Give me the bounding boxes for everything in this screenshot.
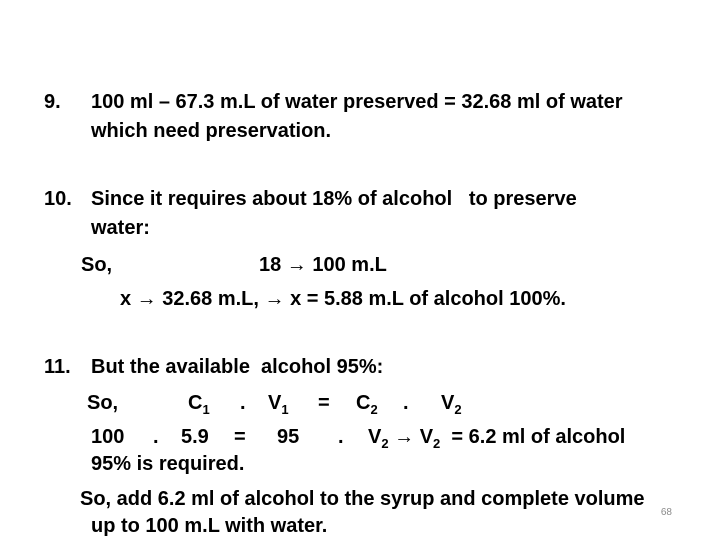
calc-dot1: . (153, 426, 159, 448)
calc-95: 95 (277, 426, 300, 448)
item-10-line1: Since it requires about 18% of alcohol to preserve (91, 188, 577, 210)
item-10-ratio2: x → 32.68 m.L, → x = 5.88 m.L of alcohol 100%. (120, 288, 566, 310)
item-9-number: 9. (44, 91, 61, 113)
item-10-so-label: So, (81, 254, 113, 276)
formula-c1: $C_1$ (188, 392, 210, 417)
item-11-line1: But the available alcohol 95%: (91, 356, 384, 378)
formula-dot2: . (403, 392, 409, 414)
item-10-number: 10. (44, 188, 72, 210)
item-11-add: So, add 6.2 ml of alcohol to the syrup and complete volume (80, 488, 645, 510)
item-11-so-label: So, (87, 392, 119, 414)
formula-dot1: . (240, 392, 246, 414)
calc-result: $V_2 \to V_2 = 6.2$ ml of alcohol (368, 426, 626, 451)
formula-equals: = (318, 392, 330, 414)
item-11-number: 11. (44, 356, 71, 378)
item-11-up-to: up to 100 m.L with water. (91, 515, 328, 537)
item-11-required: 95% is required. (91, 453, 245, 475)
item-10-ratio1: 18 → 100 m.L (259, 254, 387, 276)
calc-100: 100 (91, 426, 125, 448)
calc-dot2: . (338, 426, 344, 448)
formula-v1: $V_1$ (268, 392, 289, 417)
formula-c2: $C_2$ (356, 392, 378, 417)
item-9-line1: 100 ml – 67.3 m.L of water preserved = 32.68 ml of water (91, 91, 623, 113)
formula-v2: $V_2$ (441, 392, 462, 417)
item-10-line2: water: (91, 217, 150, 239)
calc-equals: = (234, 426, 246, 448)
calc-5-9: 5.9 (181, 426, 209, 448)
item-9-line2: which need preservation. (91, 120, 332, 142)
slide-page-number: 68 (660, 507, 672, 518)
